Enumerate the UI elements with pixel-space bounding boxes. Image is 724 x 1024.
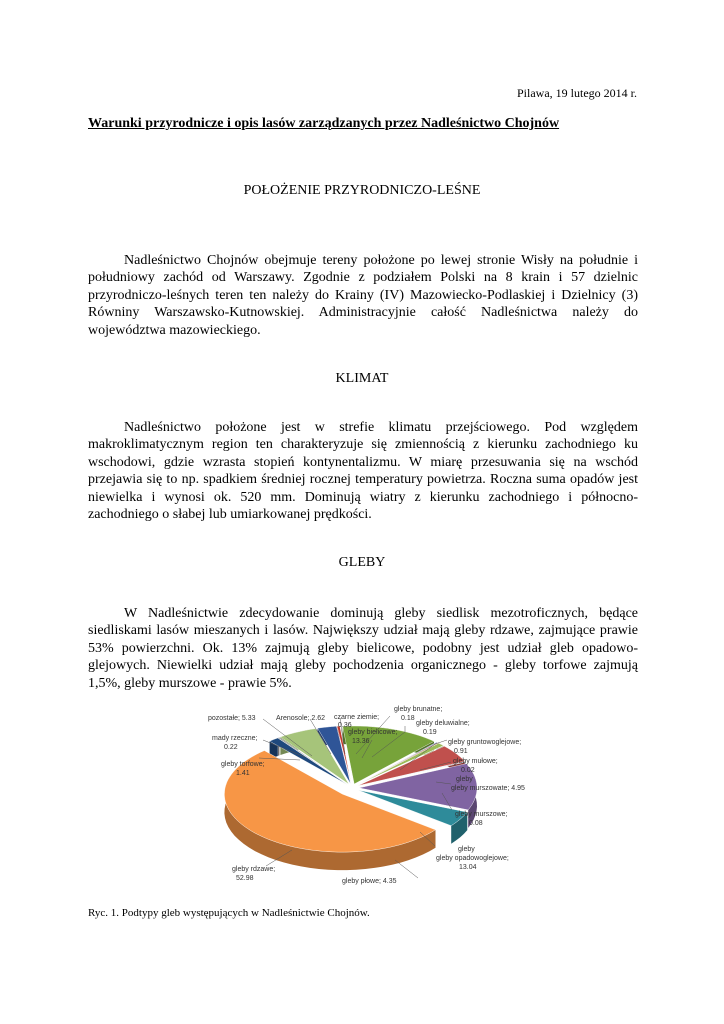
label-gleby-murszowe-value: 0.08 bbox=[469, 820, 483, 827]
section-text-soils: W Nadleśnictwie zdecydowanie dominują gleby siedlisk mezotroficznych, będące siedliskami lasów mieszanych i lasów. Największy udział mają gleby rdzawe, zajmujące prawie 53% powierzchni. Ok. 13% zajmują gleby bielicowe, podobny jest udział gleb opadowo-glejowych. Niewielki udział mają gleby pochodzenia organicznego - gleby torfowe zajmują 1,5%, gleby murszowe - prawie 5%. bbox=[88, 606, 638, 691]
label-gleby-murszowe: gleby murszowe; bbox=[455, 811, 508, 818]
label-gleby-mulowe-value: 0.02 bbox=[461, 767, 475, 774]
soil-pie-chart bbox=[0, 700, 724, 895]
label-gleby-torfowe-value: 1.41 bbox=[236, 770, 250, 777]
section-text-location: Nadleśnictwo Chojnów obejmuje tereny położone po lewej stronie Wisły na południe i południowy zachód od Warszawy. Zgodnie z podziałem Polski na 8 krain i 57 dzielnic przyrodniczo-leśnych teren ten należy do Krainy (IV) Mazowiecko-Podlaskiej i Dzielnicy (3) Równiny Warszawsko-Kutnowskiej. Administracyjnie całość Nadleśnictwa należy do województwa mazowieckiego. bbox=[88, 253, 638, 338]
label-gleby-rdzawe: gleby rdzawe; bbox=[232, 866, 276, 873]
label-gleby-bielicowe: gleby bielicowe; bbox=[348, 729, 398, 736]
label-gleby-plowe: gleby płowe; 4.35 bbox=[342, 878, 397, 885]
document-date: Pilawa, 19 lutego 2014 r. bbox=[517, 86, 637, 100]
section-heading-location: POŁOŻENIE PRZYRODNICZO-LEŚNE bbox=[243, 183, 481, 198]
label-czarne-ziemie: czarne ziemie; bbox=[334, 714, 380, 721]
section-heading-soils: GLEBY bbox=[338, 555, 386, 570]
label-gleby-mulowe: gleby mułowe; bbox=[453, 758, 498, 765]
label-pozostale: pozostałe; 5.33 bbox=[208, 715, 256, 722]
label-gleby-torfowe: gleby torfowe; bbox=[221, 761, 265, 768]
leader-line bbox=[395, 860, 418, 878]
label-gleby-deluwialne-value: 0.19 bbox=[423, 729, 437, 736]
label-gleby-brunatne-value: 0.18 bbox=[401, 715, 415, 722]
label-mady-rzeczne: mady rzeczne; bbox=[212, 735, 258, 742]
document-title: Warunki przyrodnicze i opis lasów zarządzanych przez Nadleśnictwo Chojnów bbox=[88, 116, 560, 131]
label-gleby-bielicowe-value: 13.36 bbox=[352, 738, 370, 745]
label-mady-rzeczne-value: 0.22 bbox=[224, 744, 238, 751]
label-gleby: gleby bbox=[456, 776, 473, 783]
label-gleby-brunatne: gleby brunatne; bbox=[394, 706, 443, 713]
label-gleby-deluwialne: gleby deluwialne; bbox=[416, 720, 470, 727]
figure-caption: Ryc. 1. Podtypy gleb występujących w Nadleśnictwie Chojnów. bbox=[88, 907, 370, 919]
section-heading-climate: KLIMAT bbox=[335, 371, 389, 386]
label-gleby-opadowoglejowe-value: 13.04 bbox=[459, 864, 477, 871]
label-gleby-murszowate: gleby murszowate; 4.95 bbox=[451, 785, 525, 792]
label-gleby-rdzawe-value: 52.98 bbox=[236, 875, 254, 882]
pie-slices-group bbox=[224, 726, 477, 852]
label-arenosole: Arenosole; 2.62 bbox=[276, 715, 326, 722]
label-gleby-opadowoglejowe: gleby opadowoglejowe; bbox=[436, 855, 509, 862]
label-czarne-ziemie-value: 0.36 bbox=[338, 722, 352, 729]
label-gleby-prefix: gleby bbox=[458, 846, 475, 853]
section-text-climate: Nadleśnictwo położone jest w strefie klimatu przejściowego. Pod względem makroklimatycznym region ten charakteryzuje się zmiennością z kierunku zachodniego ku wschodowi, gdzie wzrasta stopień kontynentalizmu. W miarę przesuwania się na wschód przejawia się to np. spadkiem średniej rocznej temperatury powietrza. Roczna suma opadów jest niewielka i wynosi ok. 520 mm. Dominują wiatry z kierunku zachodniego i północno-zachodniego o słabej lub umiarkowanej prędkości. bbox=[88, 420, 638, 523]
label-gleby-gruntowoglejowe-value: 0.91 bbox=[454, 748, 468, 755]
label-gleby-gruntowoglejowe: gleby gruntowoglejowe; bbox=[448, 739, 522, 746]
